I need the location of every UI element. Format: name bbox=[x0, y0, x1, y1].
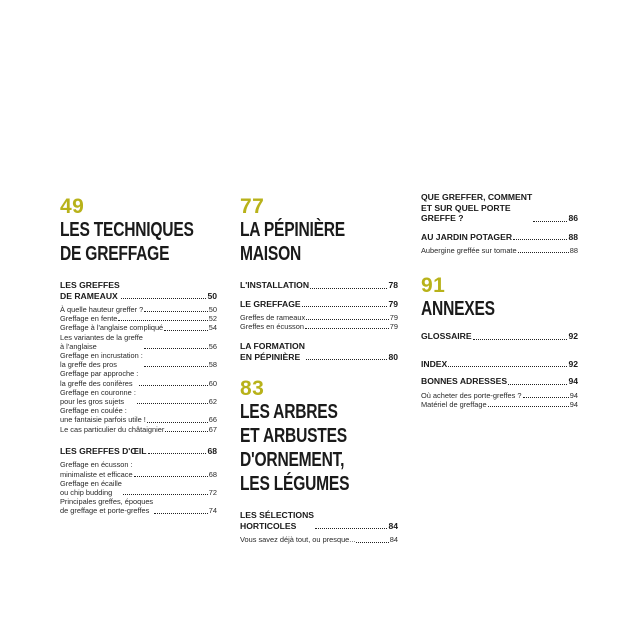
toc-section[interactable]: BONNES ADRESSES 94 bbox=[421, 376, 578, 387]
toc-entry[interactable]: Principales greffes, époques de greffage et porte-greffes 74 bbox=[60, 497, 217, 516]
toc-column-2 bbox=[240, 196, 398, 545]
toc-column-1 bbox=[60, 196, 217, 516]
toc-entry[interactable]: Greffage en écaille ou chip budding 72 bbox=[60, 478, 217, 497]
toc-section[interactable]: INDEX 92 bbox=[421, 358, 578, 369]
chapter-title: LES ARBRES ET ARBUSTES D'ORNEMENT, LES LÉGUMES bbox=[240, 401, 350, 496]
toc-section[interactable]: LE GREFFAGE 79 bbox=[240, 298, 398, 309]
toc-entry[interactable]: Aubergine greffée sur tomate 88 bbox=[421, 246, 578, 255]
toc-entry[interactable]: Greffage en incrustation : la greffe des pros 58 bbox=[60, 351, 217, 370]
toc-entry[interactable]: Greffage par approche : la greffe des conifères 60 bbox=[60, 369, 217, 388]
chapter-title: LA PÉPINIÈRE MAISON bbox=[240, 219, 345, 265]
toc-section[interactable]: LES SÉLECTIONS HORTICOLES 84 bbox=[240, 510, 398, 531]
toc-section[interactable]: GLOSSAIRE 92 bbox=[421, 331, 578, 342]
toc-section[interactable]: LES GREFFES D'ŒIL 68 bbox=[60, 445, 217, 456]
toc-entry[interactable]: Le cas particulier du châtaignier 67 bbox=[60, 424, 217, 434]
toc-entry[interactable]: Greffage à l'anglaise compliqué 54 bbox=[60, 323, 217, 333]
toc-section[interactable]: QUE GREFFER, COMMENT ET SUR QUEL PORTE GREFFE ? 86 bbox=[421, 192, 578, 223]
chapter-title: ANNEXES bbox=[421, 298, 495, 321]
toc-section[interactable]: LES GREFFES DE RAMEAUX 50 bbox=[60, 280, 217, 301]
toc-entry[interactable]: Greffage en couronne : pour les gros sujets 62 bbox=[60, 387, 217, 407]
toc-section[interactable]: L'INSTALLATION 78 bbox=[240, 280, 398, 290]
toc-column-3 bbox=[421, 192, 578, 409]
toc-entry[interactable]: Les variantes de la greffe à l'anglaise 56 bbox=[60, 332, 217, 351]
toc-section[interactable]: AU JARDIN POTAGER 88 bbox=[421, 231, 578, 242]
chapter-number: 83 bbox=[240, 377, 265, 401]
chapter-title: LES TECHNIQUES DE GREFFAGE bbox=[60, 219, 194, 265]
toc-entry[interactable]: Greffes de rameaux 79 bbox=[240, 313, 398, 322]
toc-entry[interactable]: Greffage en coulée : une fantaisie parfois utile ! 66 bbox=[60, 406, 217, 425]
toc-section[interactable]: LA FORMATION EN PÉPINIÈRE 80 bbox=[240, 341, 398, 362]
chapter-number: 91 bbox=[421, 274, 446, 298]
toc-entry[interactable]: Greffage en écusson : minimaliste et efficace 68 bbox=[60, 460, 217, 479]
toc-entry[interactable]: Où acheter des porte-greffes ? 94 bbox=[421, 390, 578, 400]
toc-entry[interactable]: Greffage en fente 52 bbox=[60, 314, 217, 324]
chapter-number: 77 bbox=[240, 195, 265, 218]
chapter-number: 49 bbox=[60, 195, 85, 218]
toc-entry[interactable]: Vous savez déjà tout, ou presque... 84 bbox=[240, 535, 398, 545]
toc-entry[interactable]: Greffes en écusson 79 bbox=[240, 322, 398, 332]
toc-entry[interactable]: Matériel de greffage 94 bbox=[421, 399, 578, 409]
toc-entry[interactable]: À quelle hauteur greffer ? 50 bbox=[60, 305, 217, 314]
